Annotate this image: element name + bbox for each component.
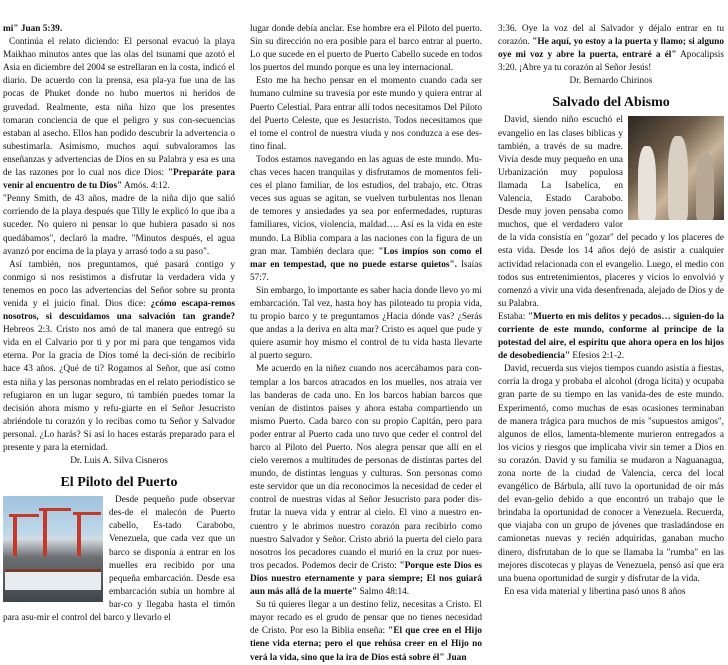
column-2	[250, 23, 482, 665]
col2-paragraph-0: lugar donde debía anclar. Ese hombre era el Piloto del puerto. Sin su dirección no era posible para el barco entrar al puerto. Lo que sucede en el puerto de Puerto Cabello sucede en todos los puertos del mundo porque es una ley internacional.	[250, 24, 482, 74]
col3-signature: Dr. Bernardo Chirinos	[569, 76, 653, 87]
column-3	[498, 23, 724, 599]
col1-paragraph-2: "Penny Smith, de 43 años, madre de la niña dijo que salió corriendo de la playa después que Tilly le explicó lo que iba a suceder. No quiero ni pensar lo que hubiera pasado si nos quedábamos", declaró la madre. "Minutos después, el agua avanzó por encima de la playa y arrasó todo a su paso".	[3, 194, 235, 257]
col3-paragraph-1: David, siendo niño escuchó el evangelio en las clases bíblicas y también, a través de su madre. Vivía desde muy pequeño en una Urbanización muy populosa llamada La Isabelica, en Valencia, Estado Carabobo. Desde muy joven pensaba como muchos, que el verdadero valor de la vida consistía en "gozar" del pecado y los placeres de esta vida. Desde los 14 años dejó de asistir a cualquier actividad relacionada con el evangelio. Luego, el medio con todos sus entretenimientos, placeres y vicios lo envolvió y comenzó a vivir una vida desenfrenada, alejado de Dios y de su Palabra.	[498, 115, 724, 309]
col1-paragraph-3: Así también, nos preguntamos, qué pasará contigo y conmigo si nos resistimos a disfrutar la verdadera vida y tenemos en poco las advertencias del Señor sobre su pronta venida y el juicio final. Dios dice: ¿cómo escapa-remos nosotros, si descuidamos una salvación tan grande? Hebreos 2:3. Cristo nos amó de tal manera que entregó su vida en el Calvario por ti y por mí para que tengamos vida eterna. Por la gracia de Dios tomé la deci-sión de recibirlo hace 43 años. ¿Qué de ti? Rogamos al Señor, que así como esta niña y las personas nombradas en el relato periodístico se refugiaron en un lugar seguro, tú también puedes tomar la decisión ahora mismo y refu-giarte en el Señor Jesucristo abriéndole tu corazón y lo recibas como tu Señor y Salvador personal. ¿Lo harás? Si así lo haces estarás preparado para el presente y para la eternidad.	[3, 259, 235, 453]
col2-paragraph-2: Todos estamos navegando en las aguas de este mundo. Mu-chas veces hacen tranquilas y disfrutamos de momentos feli-ces el plano familiar, de los estudios, del trabajo, etc. Otras veces sus aguas se agitan, se vuelven turbulentas nos llenan de temores y ansiedades ya sea por enfermedades, rupturas familiares, vicios, violencia, maldad…. Así es la vida en este mundo. La Biblia compara a las naciones con la figura de un gran mar. También declara que: "Los impíos son como el mar en tempestad, que no puede estarse quietos". Isaías 57:7.	[250, 154, 482, 283]
article-title-piloto: El Piloto del Puerto	[60, 475, 178, 491]
col2-paragraph-3: Sin embargo, lo importante es saber hacia donde llevo yo mi embarcación. Tal vez, hasta hoy has piloteado tu propia vida, tu propio barco y te preguntamos ¿Hacia dónde vas? ¿Serás que andas a la deriva en alta mar? Cristo es aquel que pude y quiere asumir hoy mismo el control de tu vida hasta llevarte al puerto seguro.	[250, 285, 482, 362]
col2-paragraph-1: Esto me ha hecho pensar en el momento cuando cada ser humano culmine su travesía por este mundo y quiera entrar al Puerto Celestial. Para entrar allí todos necesitamos Del Piloto del Puerto Celeste, que es Jesucristo. Todos necesitamos que el tome el control de nuestra viuda y nos conduzca a ese des-tino final.	[250, 76, 482, 152]
article-title-abismo: Salvado del Abismo	[552, 95, 670, 111]
col1-paragraph-4: Desde pequeño pude observar des-de el malecón de Puerto cabello, Es-tado Carabobo, Venezuela, que cada vez que un barco se disponía a entrar en los muelles era recibido por una pequeña embarcación. Desde esa embarcación subía un hombre al bar-co y llegaba hasta el timón para asu-mir el control del barco y llevarlo el	[3, 495, 235, 624]
people-photo	[628, 116, 724, 220]
port-ship-photo	[3, 496, 103, 602]
col3-paragraph-0: 3:36. Oye la voz del al Salvador y déjalo entrar en tu corazón. "He aquí, yo estoy a la puerta y llamo; si alguno oye mi voz y abre la puerta, entraré a él" Apocalipsis 3:20. ¡Abre ya tu corazón al Señor Jesús!	[498, 24, 724, 74]
col3-paragraph-3: David, recuerda sus viejos tiempos cuando asistía a fiestas, corría la droga y probaba el alcohol (droga lícita) y ocupaba gran parte de su tiempo en las vanida-des de este mundo. Experimentó, como muchas de esas ocasiones terminaban de manera trágica para muchos de mis "supuestos amigos", algunos de ellos, lamenta-blemente murieron entregados a los vicios y riesgos que implicaba vivir sin temer a Dios en su corazón. David y su familia se mudaron a Naguanagua, zona norte de la ciudad de Valencia, cerca del local evangélico de Bárbula, allí tuvo la oportunidad de oír más del evan-gelio debido a que encontró un trabajo que le brindaba la oportunidad de conocer a Venezuela. Recuerda, que viajaba con un grupo de jóvenes que trasladándose en camionetas nuevas y recién adquiridas, ganaban mucho dinero, disfrutaban de lo que se llamaba la "rumba" en las mejores discotecas y playas de Venezuela, pensó así que era una buena oportunidad de surgir y disfrutar de la vida.	[498, 364, 724, 584]
col3-paragraph-2: Estaba: "Muerto en mis delitos y pecados… siguien-do la corriente de este mundo, conforme al príncipe de la potestad del aire, el espíritu que ahora opera en los hijos de desobediencia" Efesios 2:1-2.	[498, 311, 724, 362]
col1-signature: Dr. Luis A. Silva Cisneros	[70, 456, 168, 467]
col1-paragraph-0: mi" Juan 5:39.	[3, 24, 63, 34]
col2-paragraph-4: Me acuerdo en la niñez cuando nos acercábamos para con-templar a los barcos atracados en los muelles, nos atraía ver las banderas de cada uno. En los barcos habían barcos que venían de distintos países y ahora estaba compartiendo un mismo Puerto. Cada barco con su propio Capitán, pero para poder entrar al Puerto cada uno tuvo que ceder el control del barco al Piloto del Puerto. Nos alegra pensar que allí en el cielo veremos a multitudes de personas de distintas partes del mundo, de distintas lenguas y culturas. Son personas como este servidor que un día reconocimos la necesidad de ceder el control de nuestras vidas al Señor Jesucristo para poder dis-frutar la nueva vida y entrar al cielo. El vino a nuestro en-cuentro y le abrimos nuestro corazón para recibirlo como nuestro Salvador y Señor. Cristo abrió la puerta del cielo para nosotros los pecadores cuando el murió en la cruz por nues-tros pecados. Podemos decir de Cristo: "Porque este Dios es Dios nuestro eternamente y para siempre; El nos guiará aun más allá de la muerte" Salmo 48:14.	[250, 364, 482, 598]
col2-paragraph-5: Su tú quieres llegar a un destino feliz, necesitas a Cristo. El mayor recado es el grudo de pensar que no tienes necesidad de Cristo. Por eso la Biblia enseña: "El que cree en el Hijo tiene vida eterna; pero el que rehúsa creer en el Hijo no verá la vida, sino que la ira de Dios está sobre él" Juan	[250, 600, 483, 663]
col1-paragraph-1: Continúa el relato diciendo: El personal evacuó la playa Maikhao minutos antes que las olas del tsunami que azotó el Asia en diciembre del 2004 se estrellaran en la costa, indicó el diario. De acuerdo con la prensa, esa pla-ya fue una de las pocas de Phuket donde no hubo muertos ni heridos de gravedad. Realmente, esta niña hizo que los presentes tomaran conciencia de que el peligro y sus con-secuencias estaban al asecho. Ellos han podido descubrir la advertencia o subestimarla. Asimismo, muchos aquí subvaloramos las enseñanzas y advertencias de Dios en su Palabra y esa es una de las razones por lo cual nos dice Dios: "Preparáte para venir al encuentro de tu Dios" Amós. 4:12.	[3, 37, 235, 192]
col3-paragraph-4: En esa vida material y libertina pasó unos 8 años	[504, 586, 686, 597]
column-1	[3, 23, 235, 625]
